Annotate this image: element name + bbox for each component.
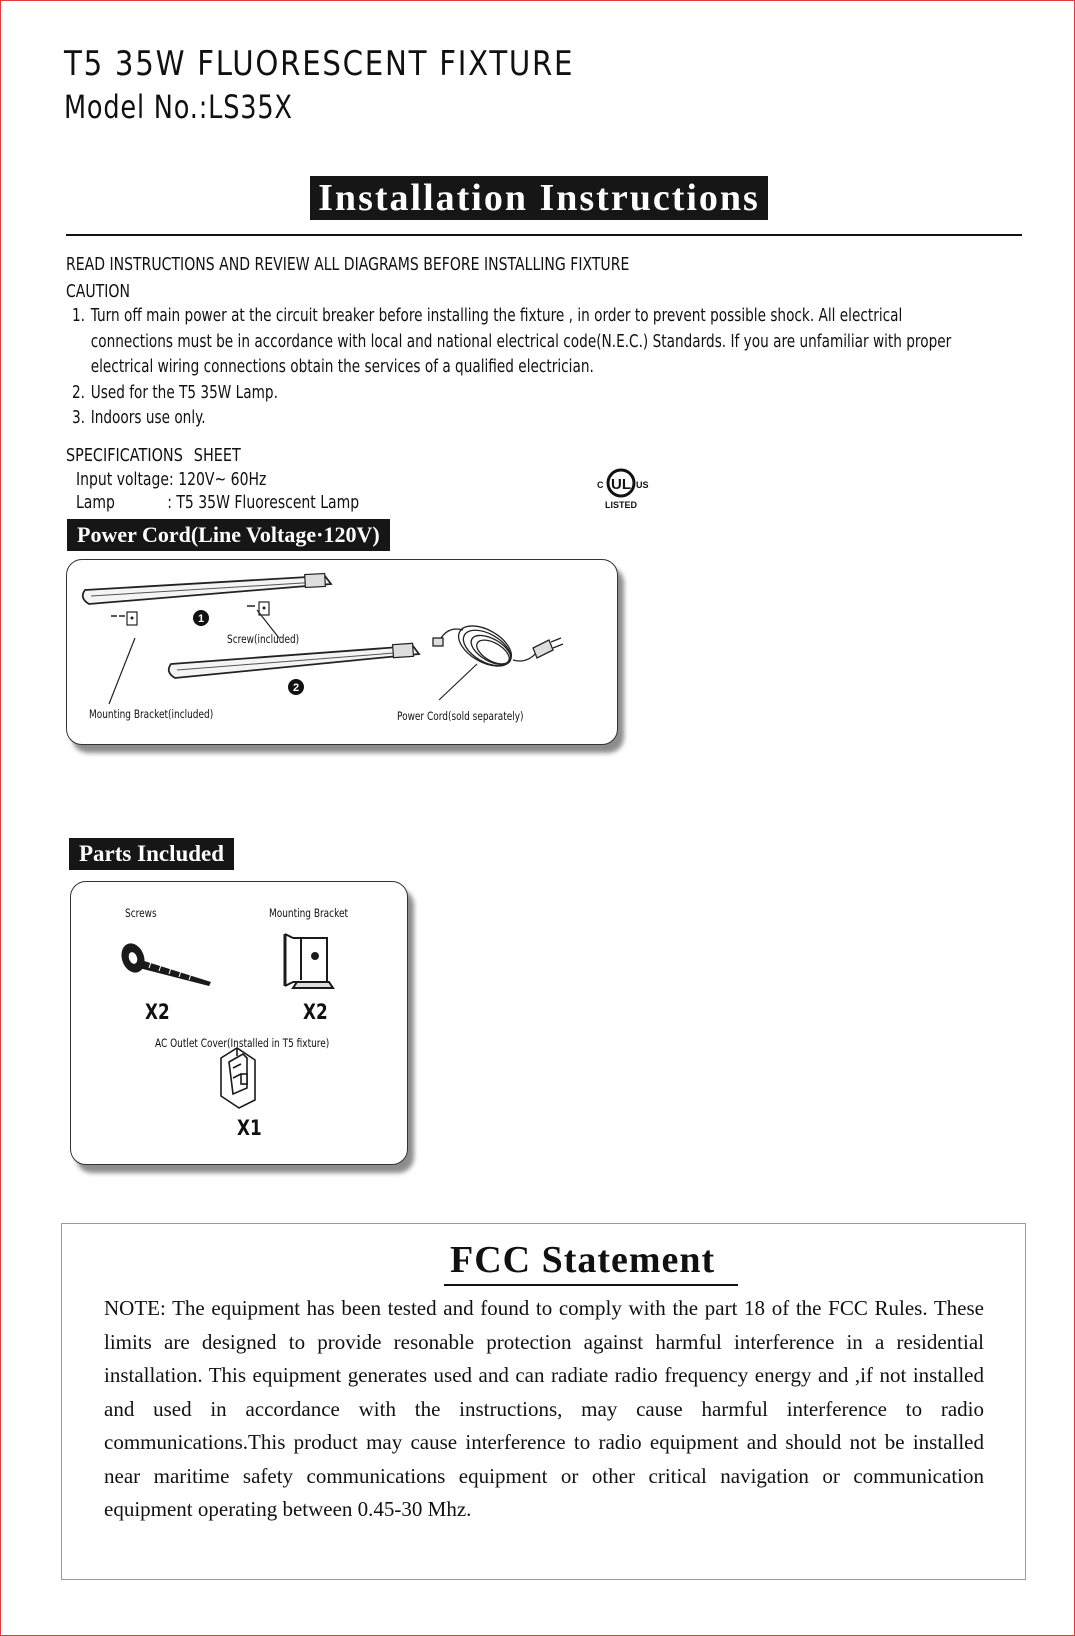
ul-us-text: US [636,480,649,490]
bracket-leader-line [109,638,135,704]
bracket-part-icon [285,934,333,988]
instruction-text: Indoors use only. [90,408,206,428]
parts-included-panel [70,881,408,1165]
spec-lamp-label: Lamp [76,493,115,513]
ul-c-text: C [597,480,604,490]
step-2-badge [288,679,304,695]
outlet-cover-part-icon [221,1048,255,1108]
specifications-heading: SPECIFICATIONS SHEET [66,445,241,466]
read-instructions-note: READ INSTRUCTIONS AND REVIEW ALL DIAGRAMS BEFORE INSTALLING FIXTURE [66,254,630,275]
instruction-list [72,304,1075,432]
ul-listed-text: LISTED [604,500,638,510]
power-cord-banner: Power Cord(Line Voltage·120V) [67,519,390,551]
fcc-body-text: NOTE: The equipment has been tested and found to comply with the part 18 of the FCC Rules. These limits are designed to provide resonable protection against harmful interference in a residential installation. This equipment generates used and can radiate radio frequency energy and ,if not installed and used in accordance with the instructions, may cause harmful interference to radio communications.This product may cause interference to radio equipment and should not be installed near maritime safety communications equipment or other critical navigation or communication equipment operating between 0.45-30 Mhz. [104,1296,984,1521]
power-cord-diagram-panel [66,559,618,745]
ul-listed-logo [594,464,658,512]
mounting-bracket-quantity: X2 [303,1000,328,1024]
mounting-bracket-part-label: Mounting Bracket [269,906,349,920]
instruction-item [72,381,961,407]
spec-lamp-value: : T5 35W Fluorescent Lamp [167,493,360,513]
instruction-number: 3. [72,408,86,428]
cord-leader-line [439,664,477,700]
fixture-tube-1 [83,573,331,604]
spec-input-label: Input voltage: [76,470,174,490]
screw-part-icon [118,940,211,986]
spec-input-value: 120V~ 60Hz [178,470,267,490]
step-1-number: 1 [197,613,205,625]
screws-label: Screws [125,906,157,920]
fcc-title: FCC Statement [450,1239,716,1281]
instruction-item [72,406,961,432]
instruction-number: 2. [72,382,86,403]
screw-label: Screw(included) [227,632,300,646]
instruction-text: Used for the T5 35W Lamp. [90,382,278,403]
instruction-number: 1. [72,306,86,326]
caution-label: CAUTION [66,281,130,302]
mounting-bracket-icon [111,612,137,625]
installation-instructions-banner: Installation Instructions [310,176,768,220]
power-cord-icon [433,618,563,675]
screws-quantity: X2 [145,1000,170,1024]
spec-input-voltage [76,470,266,490]
screw-icon [247,602,269,615]
parts-included-banner: Parts Included [69,838,234,870]
spec-lamp [76,493,359,513]
header-divider [66,234,1022,236]
model-number: Model No.:LS35X [64,88,293,126]
outlet-cover-label: AC Outlet Cover(Installed in T5 fixture) [155,1036,330,1050]
fixture-tube-2 [169,643,419,678]
step-2-number: 2 [292,682,300,694]
power-cord-label: Power Cord(sold separately) [397,709,524,723]
outlet-cover-quantity: X1 [237,1116,262,1140]
product-title: T5 35W FLUORESCENT FIXTURE [64,44,575,84]
step-1-badge [193,610,209,626]
ul-logo-text: UL [611,476,631,493]
fcc-title-underline [444,1284,738,1286]
instruction-text: Turn off main power at the circuit breaker before installing the fixture , in order to prevent possible shock. All electrical connections must be in accordance with local and national electrical code(N.E.C.) Standards. If you are unfamiliar with proper electrical wiring connections obtain the services of a qualified electrician. [90,306,952,377]
mounting-bracket-label: Mounting Bracket(included) [89,707,214,721]
instruction-item [72,304,961,381]
